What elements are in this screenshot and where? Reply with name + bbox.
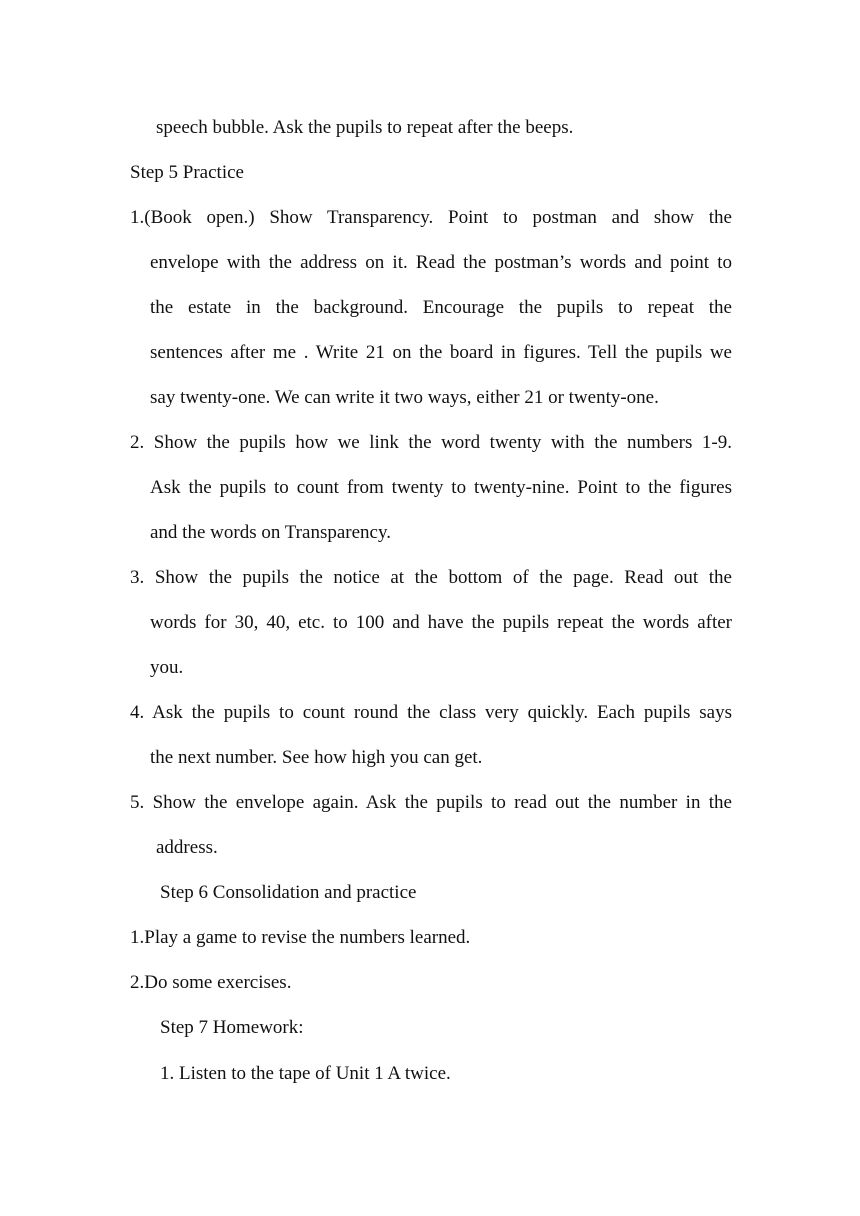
text-line: 1.Play a game to revise the numbers learned.	[130, 927, 471, 948]
text-line: and the words on Transparency.	[150, 522, 391, 543]
text-line: 2.Do some exercises.	[130, 972, 292, 993]
text-line: speech bubble. Ask the pupils to repeat after the beeps.	[156, 117, 574, 138]
step-7-heading: Step 7 Homework:	[160, 1017, 304, 1038]
step-6-heading: Step 6 Consolidation and practice	[160, 882, 417, 903]
text-line: 4. Ask the pupils to count round the class very quickly. Each pupils says	[130, 702, 732, 723]
text-line: you.	[150, 657, 184, 678]
text-line: 3. Show the pupils the notice at the bottom of the page. Read out the	[130, 567, 732, 588]
text-line: words for 30, 40, etc. to 100 and have the pupils repeat the words after	[150, 612, 732, 633]
step-5-heading: Step 5 Practice	[130, 162, 244, 183]
text-line: address.	[156, 837, 218, 858]
text-line: envelope with the address on it. Read the postman’s words and point to	[150, 252, 732, 273]
text-line: say twenty-one. We can write it two ways, either 21 or twenty-one.	[150, 387, 659, 408]
text-line: 1.(Book open.) Show Transparency. Point to postman and show the	[130, 207, 732, 228]
text-line: 1. Listen to the tape of Unit 1 A twice.	[160, 1063, 451, 1084]
text-line: the next number. See how high you can get.	[150, 747, 483, 768]
text-line: 2. Show the pupils how we link the word twenty with the numbers 1-9.	[130, 432, 732, 453]
text-line: 5. Show the envelope again. Ask the pupils to read out the number in the	[130, 792, 732, 813]
text-line: Ask the pupils to count from twenty to twenty-nine. Point to the figures	[150, 477, 732, 498]
text-line: the estate in the background. Encourage the pupils to repeat the	[150, 297, 732, 318]
text-line: sentences after me . Write 21 on the board in figures. Tell the pupils we	[150, 342, 732, 363]
